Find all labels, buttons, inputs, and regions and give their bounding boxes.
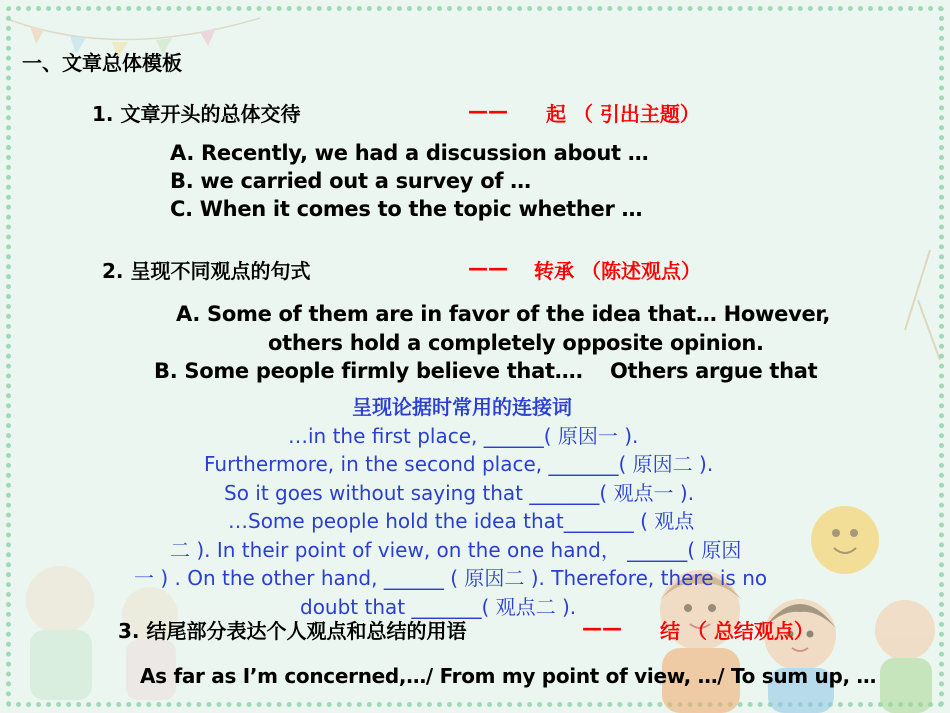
connector-line: doubt that _______( 观点二 ). <box>300 595 577 619</box>
section2-line-b-others: Others argue that <box>610 359 818 383</box>
section2-dash: —— <box>468 256 508 280</box>
section2-line-a: A. Some of them are in favor of the idea that… However, <box>176 302 831 326</box>
section1-title: 1. 文章开头的总体交待 <box>92 102 301 126</box>
connector-line: 一 ) . On the other hand, ______ ( 原因二 ). Therefore, there is no <box>134 566 768 590</box>
section2-title: 2. 呈现不同观点的句式 <box>102 259 311 283</box>
page-heading: 一、文章总体模板 <box>22 51 182 75</box>
section3-dash: —— <box>582 616 622 640</box>
section1-dash: —— <box>468 99 508 123</box>
section1-tag: 起 （ 引出主题） <box>546 102 700 126</box>
connector-line: So it goes without saying that _______( 观点一 ). <box>224 481 695 505</box>
connector-line: Furthermore, in the second place, _______( 原因二 ). <box>204 452 714 476</box>
connector-line: …in the first place, ______( 原因一 ). <box>288 424 639 448</box>
section1-line-a: A. Recently, we had a discussion about … <box>170 141 649 165</box>
connector-line: 二 ). In their point of view, on the one hand， ______( 原因 <box>170 538 742 562</box>
section2-line-b: B. Some people firmly believe that…. <box>154 359 584 383</box>
section3-tag: 结 （ 总结观点） <box>660 619 814 643</box>
section2-tag: 转承 （陈述观点） <box>534 259 701 283</box>
section3-line: As far as I’m concerned,…/ From my point of view, …/ To sum up, … <box>140 664 877 688</box>
connectors-title: 呈现论据时常用的连接词 <box>352 395 572 419</box>
connector-line: …Some people hold the idea that_______ ( 观点 <box>228 509 695 533</box>
section1-line-c: C. When it comes to the topic whether … <box>170 197 643 221</box>
section2-line-a-cont: others hold a completely opposite opinion. <box>268 331 764 355</box>
section3-title: 3. 结尾部分表达个人观点和总结的用语 <box>118 619 467 643</box>
section1-line-b: B. we carried out a survey of … <box>170 169 531 193</box>
